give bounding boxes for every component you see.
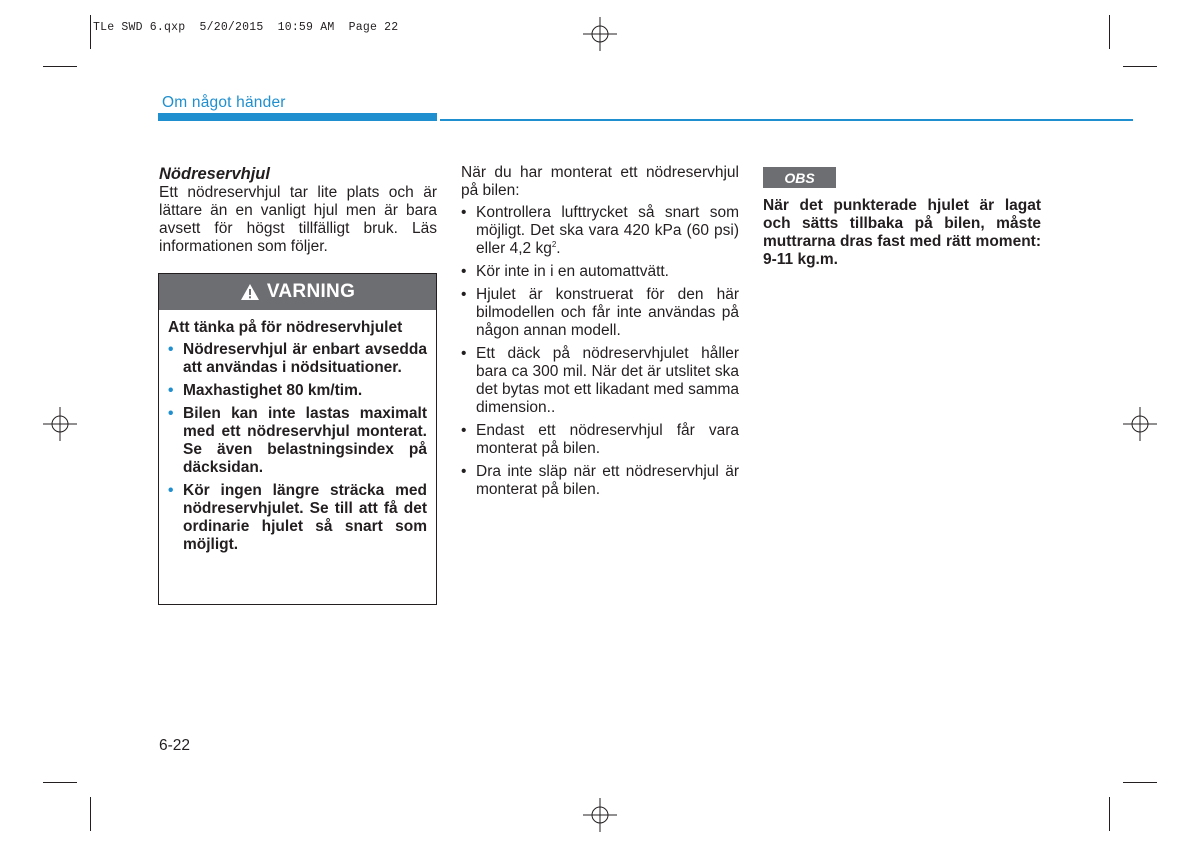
list-item: • Maxhastighet 80 km/tim. — [168, 382, 363, 399]
bullet-icon: • — [168, 482, 174, 499]
section-title: Om något händer — [162, 94, 286, 111]
bullet-icon: • — [168, 382, 174, 399]
warning-box — [158, 273, 437, 605]
registration-mark-icon — [583, 17, 617, 51]
note-tag: OBS — [763, 167, 836, 188]
warning-triangle-icon — [240, 283, 260, 301]
list-item: • Kör ingen längre sträcka med nödreservhjulet. Se till att få det ordinarie hjulet så snart som möjligt. — [168, 482, 427, 553]
section-rule-thin — [440, 119, 1133, 121]
crop-mark — [90, 15, 91, 49]
bullet-icon: • — [461, 286, 467, 303]
list-item: • Endast ett nödreservhjul får vara monterat på bilen. — [461, 422, 739, 457]
crop-mark — [1123, 66, 1157, 67]
warning-subheading: Att tänka på för nödreservhjulet — [168, 319, 403, 336]
warning-label: VARNING — [266, 281, 356, 302]
note-text: När det punkterade hjulet är lagat och sätts tillbaka på bilen, måste muttrarna dras fast med rätt moment: 9-11 kg.m. — [763, 197, 1041, 268]
bullet-icon: • — [461, 463, 467, 480]
list-item: • Kör inte in i en automattvätt. — [461, 263, 669, 280]
subheading: Nödreservhjul — [159, 165, 270, 183]
registration-mark-icon — [1123, 407, 1157, 441]
instruction-list — [461, 204, 739, 499]
intro-paragraph: Ett nödreservhjul tar lite plats och är lättare än en vanligt hjul men är bara avsett för högst tillfälligt bruk. Läs informationen som följer. — [159, 184, 437, 255]
crop-mark — [1123, 782, 1157, 783]
page-number: 6-22 — [159, 737, 191, 754]
crop-mark — [1109, 797, 1110, 831]
warning-header — [159, 274, 436, 310]
crop-mark — [90, 797, 91, 831]
list-item: • Nödreservhjul är enbart avsedda att användas i nödsituationer. — [168, 341, 427, 376]
bullet-icon: • — [461, 345, 467, 362]
crop-mark — [43, 66, 77, 67]
registration-mark-icon — [43, 407, 77, 441]
bullet-icon: • — [461, 263, 467, 280]
section-rule-thick — [158, 113, 437, 121]
column-middle — [461, 164, 739, 504]
list-item: • Hjulet är konstruerat för den här bilmodellen och får inte användas på någon annan modell. — [461, 286, 739, 339]
list-item: • Dra inte släp när ett nödreservhjul är monterat på bilen. — [461, 463, 739, 498]
crop-mark — [1109, 15, 1110, 49]
warning-body — [159, 310, 436, 554]
registration-mark-icon — [583, 798, 617, 832]
list-item: • Kontrollera lufttrycket så snart som möjligt. Det ska vara 420 kPa (60 psi) eller 4,2 $kg^2$. — [461, 204, 739, 257]
list-item: • Ett däck på nödreservhjulet håller bara ca 300 mil. När det är utslitet ska det bytas mot ett likadant med samma dimension.. — [461, 345, 739, 416]
print-slug: TLe SWD 6.qxp 5/20/2015 10:59 AM Page 22 — [93, 21, 399, 34]
bullet-icon: • — [461, 204, 467, 221]
bullet-icon: • — [461, 422, 467, 439]
bullet-icon: • — [168, 341, 174, 358]
intro-paragraph: När du har monterat ett nödreservhjul på bilen: — [461, 164, 739, 199]
column-left — [159, 164, 437, 256]
crop-mark — [43, 782, 77, 783]
list-item: • Bilen kan inte lastas maximalt med ett nödreservhjul monterat. Se även belastningsindex på däcksidan. — [168, 405, 427, 476]
bullet-icon: • — [168, 405, 174, 422]
warning-list — [168, 341, 427, 554]
